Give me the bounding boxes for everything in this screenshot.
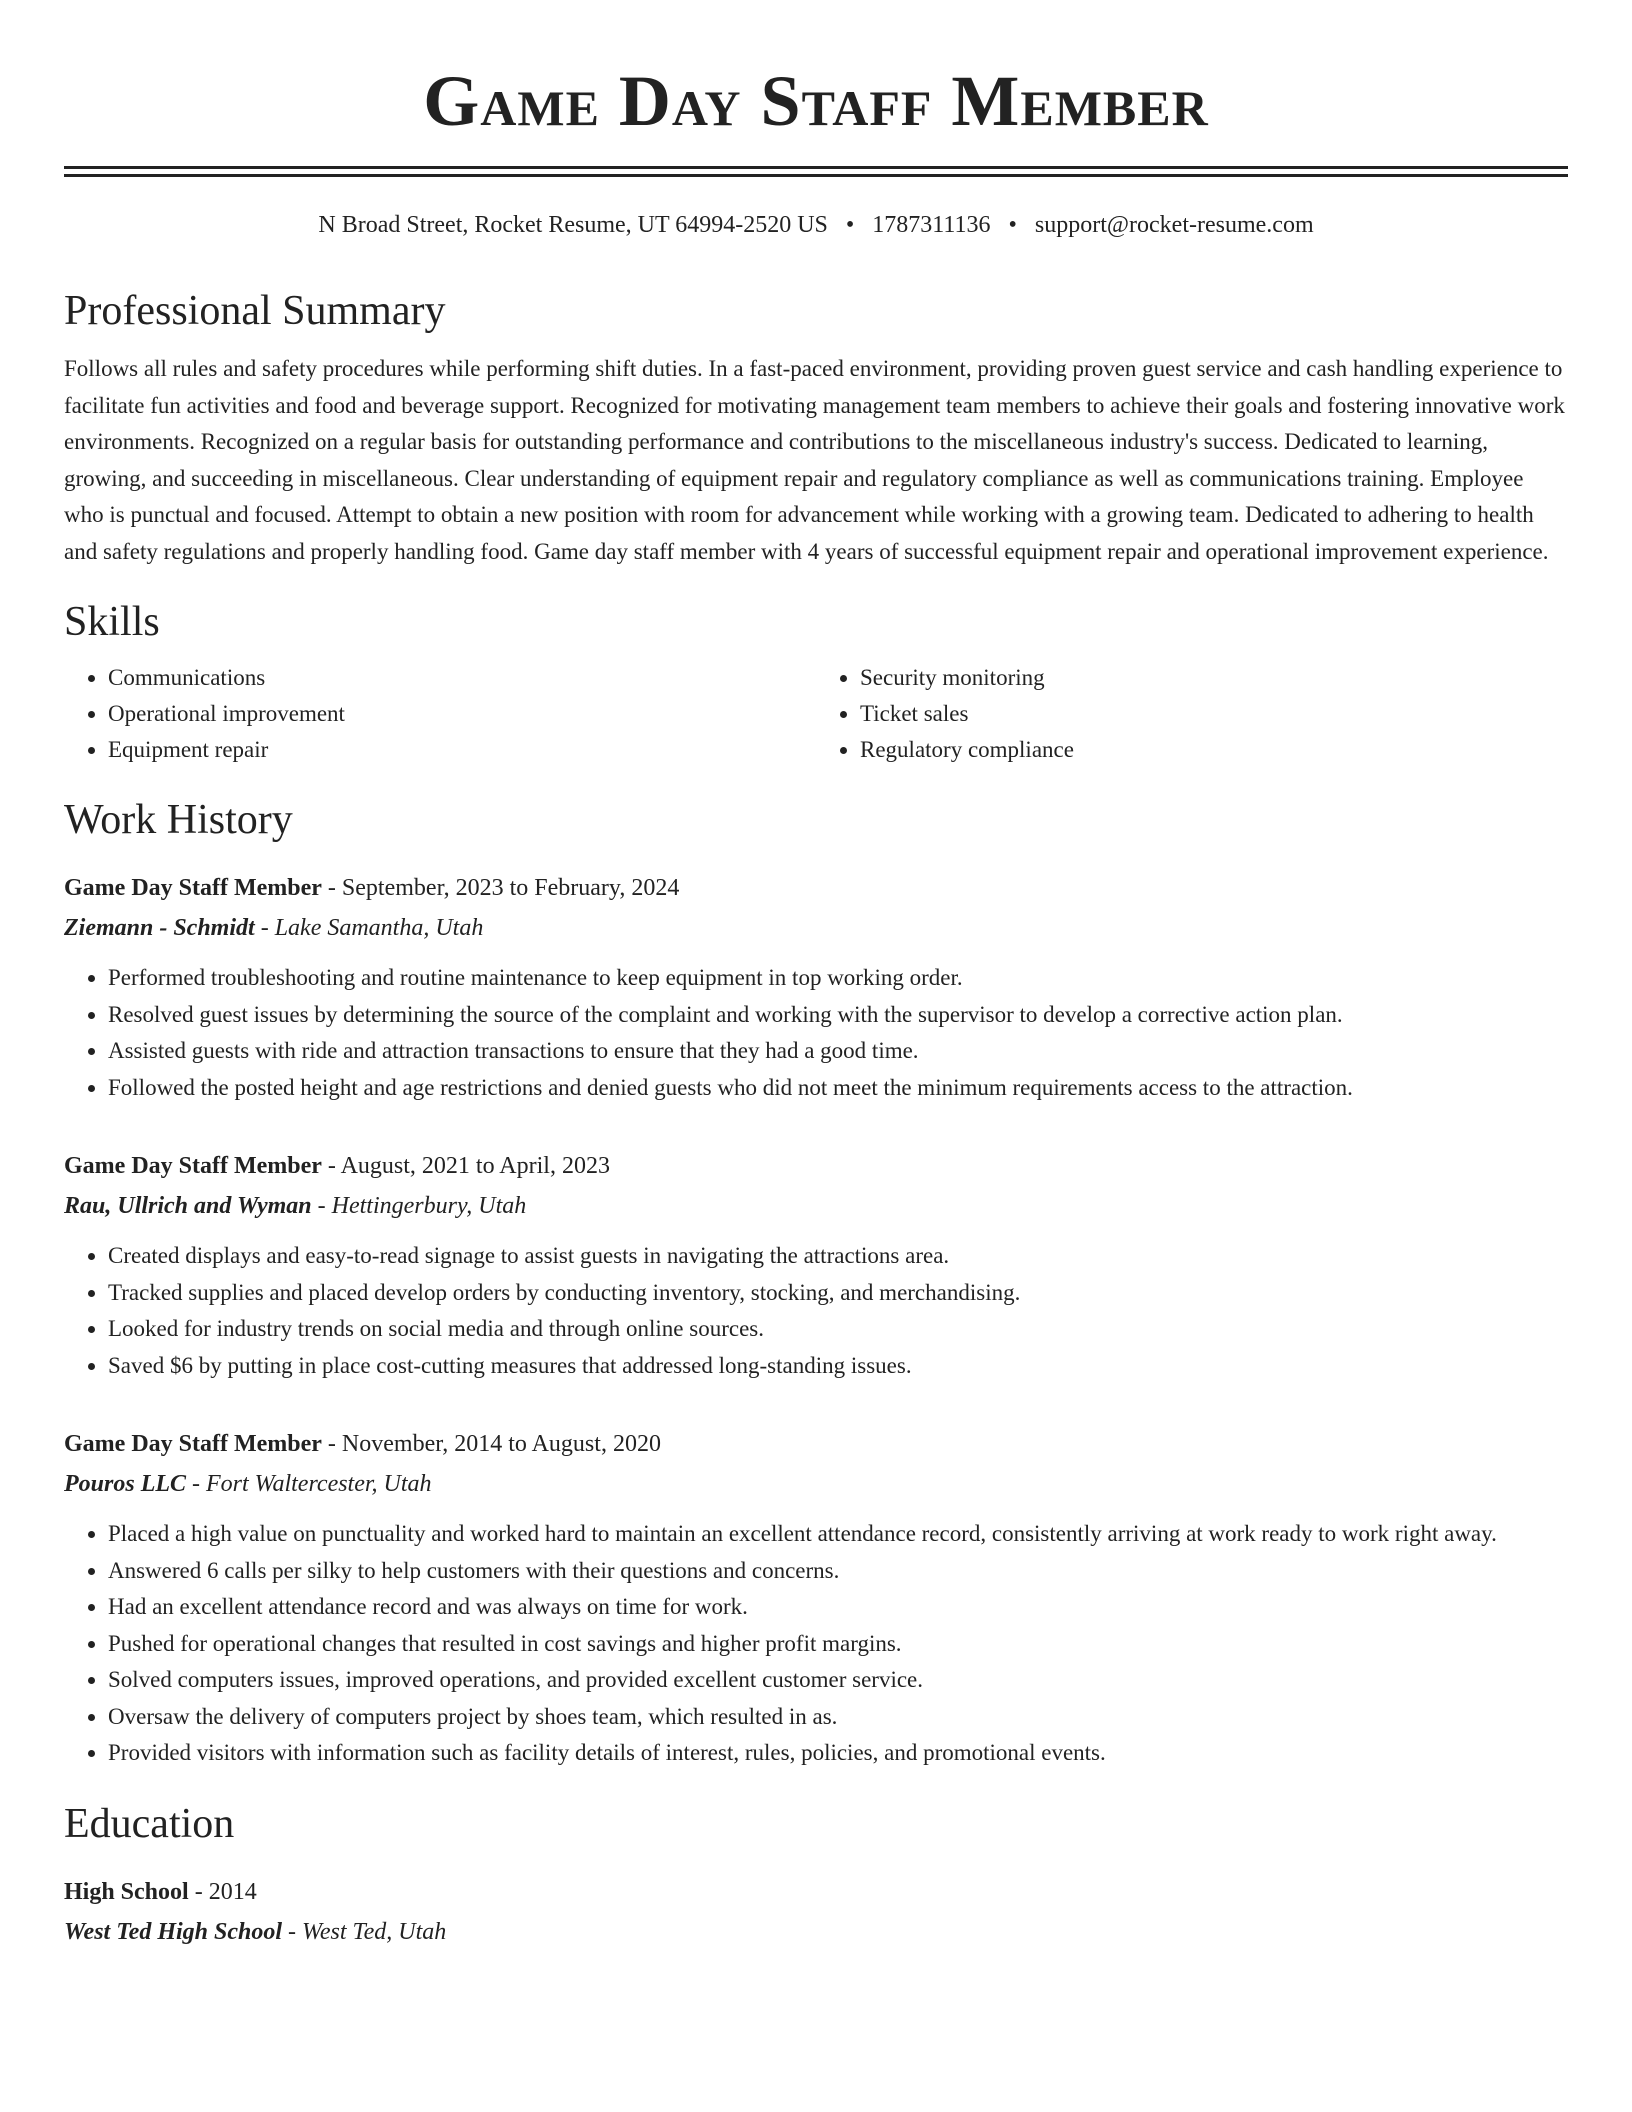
- job-entry: [64, 868, 1568, 1106]
- skill-item: • Communications: [108, 660, 816, 696]
- contact-email: support@rocket-resume.com: [1034, 212, 1314, 238]
- job-title-line: [64, 868, 1568, 908]
- skill-item: • Ticket sales: [860, 696, 1568, 732]
- job-dates: September, 2023 to February, 2024: [341, 875, 680, 901]
- education-separator: -: [188, 1878, 209, 1905]
- job-entry: [64, 1146, 1568, 1384]
- job-location: Hettingerbury, Utah: [331, 1193, 527, 1219]
- job-bullet: • Placed a high value on punctuality and worked hard to maintain an excellent attendance record, consistently arriving at work ready to work right away.: [108, 1516, 1568, 1553]
- job-bullet: • Oversaw the delivery of computers project by shoes team, which resulted in as.: [108, 1699, 1568, 1736]
- skills-heading: Skills: [64, 599, 160, 645]
- job-bullet: • Tracked supplies and placed develop orders by conducting inventory, stocking, and merchandising.: [108, 1275, 1568, 1312]
- job-bullet: • Created displays and easy-to-read signage to assist guests in navigating the attractions area.: [108, 1238, 1568, 1275]
- job-entry: [64, 1424, 1568, 1772]
- skill-item: • Equipment repair: [108, 732, 816, 768]
- job-company: Ziemann - Schmidt: [64, 915, 255, 941]
- skill-item: • Security monitoring: [860, 660, 1568, 696]
- job-separator: -: [321, 875, 342, 901]
- job-bullet: • Pushed for operational changes that resulted in cost savings and higher profit margins.: [108, 1626, 1568, 1663]
- job-bullet: • Provided visitors with information such as facility details of interest, rules, policies, and promotional events.: [108, 1735, 1568, 1772]
- education-heading: Education: [64, 1800, 235, 1847]
- job-title: Game Day Staff Member: [64, 875, 322, 901]
- education-school: West Ted High School: [64, 1918, 283, 1945]
- job-separator: -: [311, 1193, 332, 1219]
- education-year: 2014: [208, 1878, 257, 1905]
- summary-heading: Professional Summary: [64, 288, 446, 334]
- education-location: West Ted, Utah: [302, 1918, 447, 1945]
- resume-name: Game Day Staff Member: [423, 61, 1209, 141]
- education-school-line: [64, 1912, 1568, 1952]
- job-dates: November, 2014 to August, 2020: [341, 1431, 661, 1457]
- job-bullet: • Had an excellent attendance record and was always on time for work.: [108, 1589, 1568, 1626]
- job-separator: -: [254, 915, 275, 941]
- job-company-line: [64, 1186, 1568, 1226]
- job-separator: -: [186, 1471, 207, 1497]
- job-bullet: • Looked for industry trends on social media and through online sources.: [108, 1311, 1568, 1348]
- contact-address: N Broad Street, Rocket Resume, UT 64994-2520 US: [318, 212, 828, 238]
- job-separator: -: [321, 1431, 342, 1457]
- job-bullet: • Assisted guests with ride and attraction transactions to ensure that they had a good time.: [108, 1033, 1568, 1070]
- job-bullets: [64, 1516, 1568, 1772]
- job-title-line: [64, 1146, 1568, 1186]
- job-company-line: [64, 908, 1568, 948]
- contact-phone: 1787311136: [872, 212, 991, 238]
- job-bullets: [64, 960, 1568, 1106]
- job-company: Rau, Ullrich and Wyman: [64, 1193, 312, 1219]
- job-separator: -: [321, 1153, 341, 1179]
- job-dates: August, 2021 to April, 2023: [340, 1153, 610, 1179]
- work-history-heading: Work History: [64, 797, 293, 843]
- contact-line: [64, 209, 1568, 241]
- job-bullets: [64, 1238, 1568, 1384]
- education-separator: -: [282, 1918, 303, 1945]
- job-bullet: • Performed troubleshooting and routine maintenance to keep equipment in top working order.: [108, 960, 1568, 997]
- education-degree-line: [64, 1872, 1568, 1912]
- job-company: Pouros LLC: [64, 1471, 187, 1497]
- contact-separator: •: [1008, 212, 1017, 238]
- contact-separator: •: [845, 212, 855, 238]
- job-title-line: [64, 1424, 1568, 1464]
- skill-item: • Operational improvement: [108, 696, 816, 732]
- skills-column-right: [816, 660, 1568, 768]
- job-bullet: • Solved computers issues, improved operations, and provided excellent customer service.: [108, 1662, 1568, 1699]
- job-location: Fort Waltercester, Utah: [206, 1471, 432, 1497]
- job-company-line: [64, 1464, 1568, 1504]
- skill-item: • Regulatory compliance: [860, 732, 1568, 768]
- job-location: Lake Samantha, Utah: [274, 915, 484, 941]
- job-title: Game Day Staff Member: [64, 1431, 322, 1457]
- summary-text: Follows all rules and safety procedures while performing shift duties. In a fast-paced environment, providing proven guest service and cash handling experience to facilitate fun activities and food and beverage support. Recognized for motivating management team members to achieve their goals and fostering innovative work environments. Recognized on a regular basis for outstanding performance and contributions to the miscellaneous industry's success. Dedicated to learning, growing, and succeeding in miscellaneous. Clear understanding of equipment repair and regulatory compliance as well as communications training. Employee who is punctual and focused. Attempt to obtain a new position with room for advancement while working with a growing team. Dedicated to adhering to health and safety regulations and properly handling food. Game day staff member with 4 years of successful equipment repair and operational improvement experience.: [64, 356, 1565, 564]
- job-bullet: • Saved $6 by putting in place cost-cutting measures that addressed long-standing issues.: [108, 1348, 1568, 1385]
- education-degree: High School: [64, 1878, 189, 1905]
- job-bullet: • Answered 6 calls per silky to help customers with their questions and concerns.: [108, 1553, 1568, 1590]
- skills-list: [64, 660, 1568, 768]
- job-bullet: • Resolved guest issues by determining the source of the complaint and working with the supervisor to develop a corrective action plan.: [108, 997, 1568, 1034]
- job-bullet: • Followed the posted height and age restrictions and denied guests who did not meet the minimum requirements access to the attraction.: [108, 1070, 1568, 1107]
- skills-column-left: [64, 660, 816, 768]
- job-title: Game Day Staff Member: [64, 1153, 322, 1179]
- education-entry: [64, 1872, 1568, 1952]
- header-divider: [64, 166, 1568, 177]
